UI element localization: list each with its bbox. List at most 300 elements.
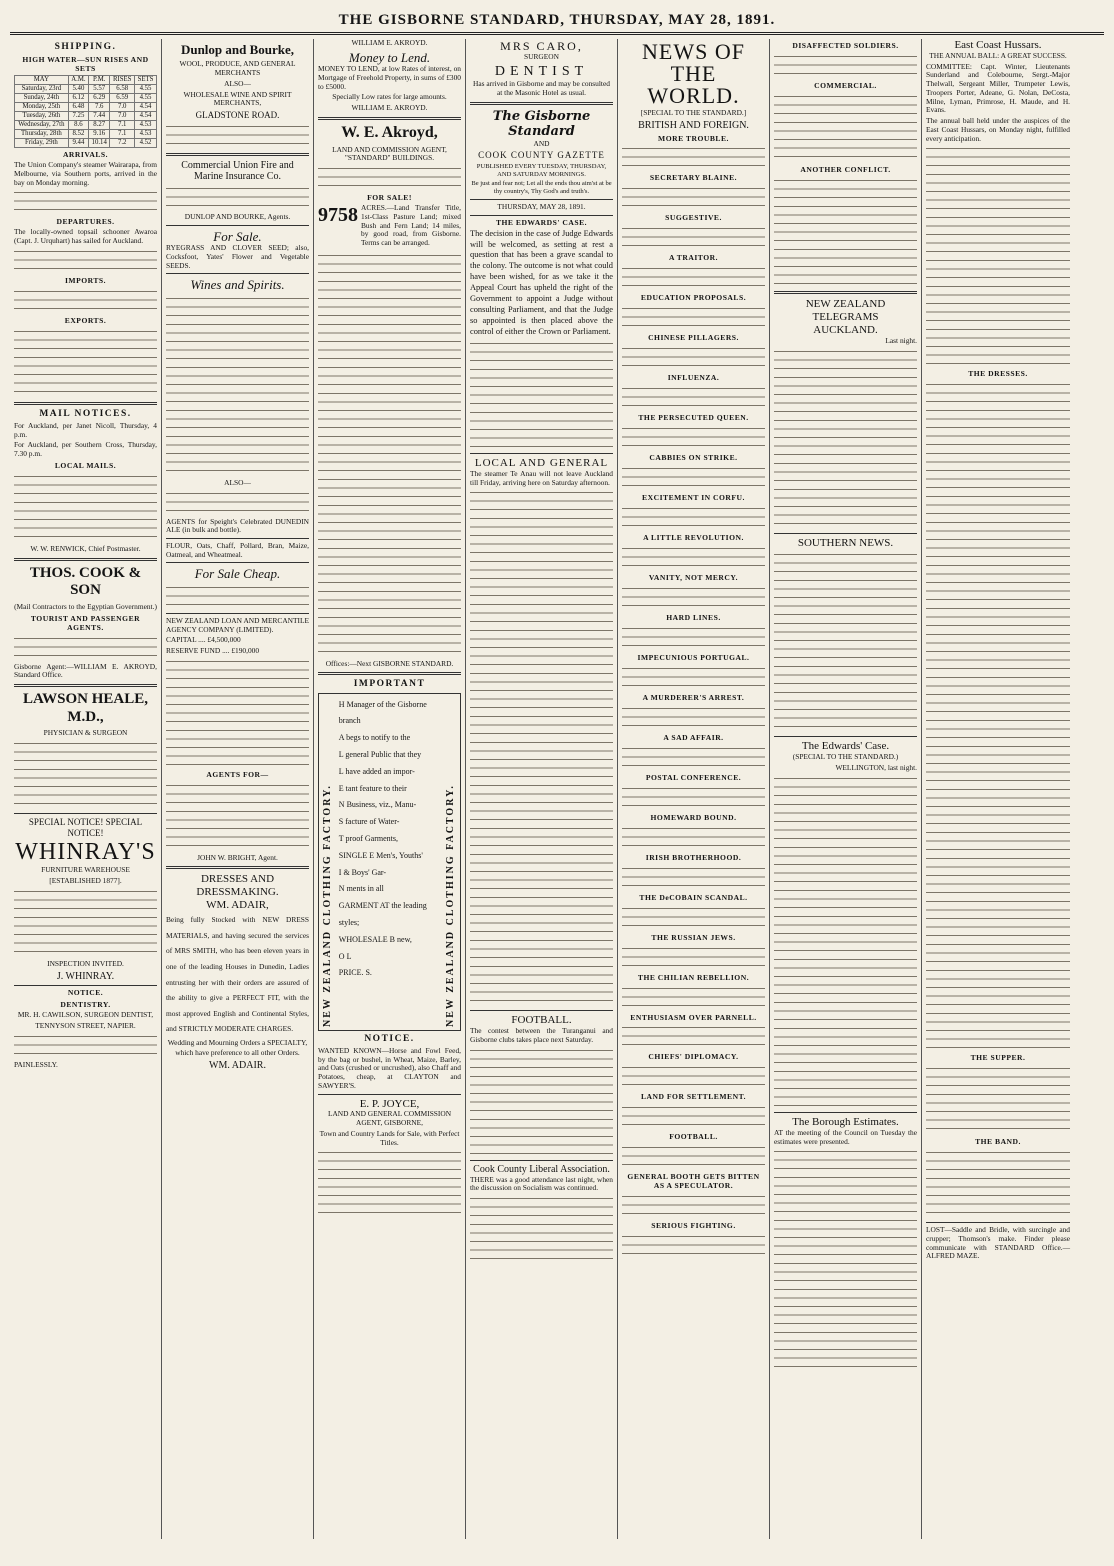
text-lines <box>470 340 613 450</box>
text-lines <box>166 782 309 852</box>
news-heading: VANITY, NOT MERCY. <box>648 573 739 583</box>
divider <box>166 153 309 156</box>
news-heading: CABBIES ON STRIKE. <box>649 453 738 463</box>
tide-cell: 5.57 <box>89 85 110 94</box>
text-lines <box>926 493 1070 603</box>
text-lines <box>926 941 1070 1051</box>
mail-text: For Auckland, per Southern Cross, Thursday, 7.30 p.m. <box>14 440 157 459</box>
tide-cell: 4.54 <box>135 103 157 112</box>
text-lines <box>622 945 765 971</box>
news-heading: THE RUSSIAN JEWS. <box>651 932 736 942</box>
shipping-title: SHIPPING. <box>54 42 117 52</box>
dunlop-also: ALSO— <box>224 78 251 88</box>
text-lines <box>622 145 765 171</box>
clothing-line: N Business, viz., Manu- <box>338 800 417 810</box>
text-lines <box>774 663 917 733</box>
for-sale-heading: For Sale. <box>213 228 262 244</box>
motto: Be just and fear not; Let all the ends thou aim'st at be thy country's, Thy God's and truth's. <box>471 180 612 196</box>
clothing-line: L general Public that they <box>338 750 422 760</box>
divider <box>166 866 309 869</box>
news-heading: DISAFFECTED SOLDIERS. <box>792 41 899 50</box>
text-lines <box>622 785 765 811</box>
divider <box>470 199 613 200</box>
edwards-case-heading: The Edwards' Case. <box>801 740 890 753</box>
text-lines <box>926 257 1070 367</box>
divider <box>14 813 157 814</box>
text-lines <box>14 288 157 314</box>
tide-cell: Friday, 29th <box>15 139 69 148</box>
ryegrass-text: RYEGRASS AND CLOVER SEED; also, Cocksfoot, Yates' Flower and Vegetable SEEDS. <box>166 243 309 270</box>
news-heading: CHIEFS' DIPLOMACY. <box>648 1052 739 1062</box>
text-lines <box>622 545 765 571</box>
tide-header: RISES <box>110 76 135 85</box>
adair-sign: WM. ADAIR. <box>209 1060 266 1072</box>
clothing-line: WHOLESALE B new, <box>338 934 412 944</box>
southern-news-heading: SOUTHERN NEWS. <box>797 536 894 549</box>
tide-cell: Thursday, 28th <box>15 130 69 139</box>
adair-promptly: which have preference to all other Orders. <box>175 1048 300 1058</box>
tide-cell: 7.25 <box>68 112 88 121</box>
tide-header: P.M. <box>89 76 110 85</box>
nz-telegrams-heading: NEW ZEALAND TELEGRAMS <box>805 297 886 323</box>
whinray-est: [ESTABLISHED 1877]. <box>49 876 122 886</box>
column-2 <box>162 39 314 1539</box>
whinray-name: J. WHINRAY. <box>56 970 115 982</box>
news-heading: THE PERSECUTED QUEEN. <box>638 413 749 423</box>
news-heading: GENERAL BOOTH GETS BITTEN AS A SPECULATOR. <box>627 1172 760 1191</box>
tide-cell: Monday, 25th <box>15 103 69 112</box>
text-lines <box>774 1260 917 1370</box>
text-lines <box>622 905 765 931</box>
news-heading: HARD LINES. <box>666 612 721 622</box>
tide-cell: 4.52 <box>135 139 157 148</box>
tide-header: SETS <box>135 76 157 85</box>
divider <box>470 1010 613 1011</box>
money-heading: Money to Lend. <box>348 49 431 65</box>
postmaster: W. W. RENWICK, Chief Postmaster. <box>30 543 141 553</box>
text-lines <box>774 177 917 287</box>
news-heading: A MURDERER'S ARREST. <box>642 692 745 702</box>
divider <box>318 672 461 675</box>
column-1 <box>10 39 162 1539</box>
tide-cell: 10.14 <box>89 139 110 148</box>
divider <box>774 736 917 737</box>
text-lines <box>470 825 613 935</box>
divider <box>14 985 157 986</box>
wanted-text: WANTED KNOWN—Horse and Fowl Feed, by the bag or bushel, in Wheat, Maize, Barley, and Oats (crushed or uncrushed), also Chaff and Potatoes, cheap, at CLAYTON and SAWYER'S. <box>318 1045 461 1090</box>
tide-row <box>15 85 157 94</box>
text-lines <box>14 328 157 398</box>
text-lines <box>166 407 309 477</box>
news-heading: IRISH BROTHERHOOD. <box>645 852 742 862</box>
special-notice: SPECIAL NOTICE! SPECIAL NOTICE! <box>28 817 143 838</box>
text-lines <box>774 93 917 163</box>
text-lines <box>318 364 461 474</box>
text-lines <box>622 425 765 451</box>
reserve: RESERVE FUND .... £190,000 <box>166 646 260 655</box>
tide-row <box>15 103 157 112</box>
text-lines <box>622 1144 765 1170</box>
money-text: MONEY TO LEND, at low Rates of interest, on Mortgage of Freehold Property, in sums of £300 to £5000. <box>318 64 461 91</box>
text-lines <box>470 1047 613 1157</box>
divider <box>14 684 157 687</box>
news-heading: A SAD AFFAIR. <box>663 732 724 742</box>
text-lines <box>622 665 765 691</box>
clothing-line: T proof Garments, <box>338 834 398 844</box>
divider <box>166 538 309 539</box>
tide-cell: 6.12 <box>68 94 88 103</box>
auckland-heading: AUCKLAND. <box>813 323 878 336</box>
text-lines <box>622 385 765 411</box>
joyce-town: Town and Country Lands for Sale, with Perfect Titles. <box>319 1128 460 1147</box>
dresses-heading: THE DRESSES. <box>968 369 1028 379</box>
east-coast-heading: East Coast Hussars. <box>954 39 1042 51</box>
dentistry-heading: DENTISTRY. <box>60 1000 111 1010</box>
news-heading: ANOTHER CONFLICT. <box>800 164 891 174</box>
dentist-name: MR. H. CAWILSON, SURGEON DENTIST, <box>17 1010 154 1020</box>
tide-cell: 7.1 <box>110 121 135 130</box>
agents-for-heading: AGENTS FOR— <box>206 769 269 779</box>
text-lines <box>14 888 157 958</box>
news-heading: EDUCATION PROPOSALS. <box>640 293 747 303</box>
text-lines <box>470 937 613 1007</box>
news-heading: CHINESE PILLAGERS. <box>648 333 739 343</box>
commercial-union-title: Commercial Union Fire and Marine Insurance Co. <box>181 159 294 183</box>
text-lines <box>14 473 157 543</box>
dunlop-street: GLADSTONE ROAD. <box>195 110 280 120</box>
text-lines <box>622 265 765 291</box>
text-lines <box>926 145 1070 255</box>
tide-cell: Tuesday, 26th <box>15 112 69 121</box>
borough-heading: The Borough Estimates. <box>792 1115 899 1128</box>
clothing-factory-advert <box>318 693 461 1031</box>
column-6 <box>770 39 922 1539</box>
text-lines <box>926 717 1070 827</box>
liberal-text: THERE was a good attendance last night, when the discussion on Socialism was continued. <box>470 1174 613 1193</box>
wines-heading: Wines and Spirits. <box>190 277 285 293</box>
column-3 <box>314 39 466 1539</box>
gazette-title: COOK COUNTY GAZETTE <box>478 150 605 161</box>
news-heading: MORE TROUBLE. <box>658 133 729 143</box>
text-lines <box>470 713 613 823</box>
divider <box>470 1160 613 1161</box>
news-heading: SUGGESTIVE. <box>665 213 722 223</box>
tide-cell: 7.0 <box>110 103 135 112</box>
tide-cell: Saturday, 23rd <box>15 85 69 94</box>
dunlop-sub: WOOL, PRODUCE, AND GENERAL MERCHANTS <box>179 59 296 78</box>
text-lines <box>318 1149 461 1219</box>
news-title: NEWS OF THE WORLD. <box>642 39 745 108</box>
departures-text: The locally-owned topsail schooner Awaroa (Capt. J. Urquhart) has sailed for Auckland. <box>14 227 157 246</box>
news-heading: SERIOUS FIGHTING. <box>651 1221 736 1231</box>
text-lines <box>470 601 613 711</box>
text-lines <box>622 625 765 651</box>
text-lines <box>622 745 765 771</box>
tide-row <box>15 94 157 103</box>
for-sale-cheap-heading: For Sale Cheap. <box>194 566 281 582</box>
column-4 <box>466 39 618 1539</box>
divider <box>774 1112 917 1113</box>
news-heading: POSTAL CONFERENCE. <box>645 772 742 782</box>
local-general-heading: LOCAL AND GENERAL <box>474 456 609 469</box>
tide-cell: 6.29 <box>89 94 110 103</box>
text-lines <box>166 295 309 405</box>
news-heading: HOMEWARD BOUND. <box>650 812 737 822</box>
dresses-heading: DRESSES AND DRESSMAKING. <box>196 873 279 899</box>
text-lines <box>622 705 765 731</box>
text-lines <box>14 189 157 215</box>
mail-text: For Auckland, per Janet Nicoll, Thursday, 4 p.m. <box>14 420 157 439</box>
text-lines <box>470 1195 613 1265</box>
clothing-line: SINGLE E Men's, Youths' <box>338 850 423 860</box>
tide-header-row <box>15 76 157 85</box>
dentist-address: TENNYSON STREET, NAPIER. <box>35 1021 136 1030</box>
column-7 <box>922 39 1074 1539</box>
tide-table <box>14 75 157 148</box>
surgeon: SURGEON <box>524 52 559 62</box>
adair-text: Being fully Stocked with NEW DRESS MATERIALS, and having secured the services of MRS SMITH, who has been eleven years in one of the leading Houses in Dunedin, Ladies entrusting her with their orders are assured of the ability to give a PERFECT FIT, with the most approved English and Continental Styles, and STRICTLY MODERATE CHARGES. <box>166 915 309 1034</box>
clothing-line: A begs to notify to the <box>338 733 411 743</box>
tide-header: A.M. <box>68 76 88 85</box>
text-lines <box>622 1233 765 1259</box>
tide-cell: 4.53 <box>135 121 157 130</box>
money-rates: Specially Low rates for large amounts. <box>332 92 447 102</box>
whinray-title: WHINRAY'S <box>15 839 156 866</box>
whinray-sub: FURNITURE WAREHOUSE <box>41 865 130 875</box>
published-line: PUBLISHED EVERY TUESDAY, THURSDAY, AND SATURDAY MORNINGS. <box>476 162 607 178</box>
edwards-case-heading: THE EDWARDS' CASE. <box>495 217 588 227</box>
tide-row <box>15 130 157 139</box>
tide-cell: 7.2 <box>110 139 135 148</box>
text-lines <box>926 1149 1070 1219</box>
tide-heading: HIGH WATER—SUN RISES AND SETS <box>22 55 149 74</box>
text-lines <box>926 829 1070 939</box>
cook-sub: (Mail Contractors to the Egyptian Government.) <box>14 601 157 611</box>
committee: COMMITTEE: Capt. Winter, Lieutenants Sunderland and Colebourne, Sergt.-Major Thelwall, Sergeant Miller, Trumpeter Lewis, Troopers Porter, Adeane, G. Nolan, DeCosta, Milne, Lyman, Primrose, H. Maude, and H. Evans. <box>926 61 1070 115</box>
clothing-line: styles; <box>338 918 360 927</box>
text-lines <box>622 225 765 251</box>
divider <box>166 613 309 614</box>
acres-number: 9758 <box>318 204 358 227</box>
dunlop-wholesale: WHOLESALE WINE AND SPIRIT MERCHANTS, <box>183 89 292 108</box>
tide-cell: 7.0 <box>110 112 135 121</box>
text-lines <box>318 476 461 586</box>
tide-cell: 6.59 <box>110 94 135 103</box>
british-foreign-heading: BRITISH AND FOREIGN. <box>638 119 749 131</box>
football-heading: FOOTBALL. <box>511 1014 572 1027</box>
cook-agents: TOURIST AND PASSENGER AGENTS. <box>30 613 141 632</box>
dunlop-title: Dunlop and Bourke, <box>180 42 295 57</box>
flour-text: FLOUR, Oats, Chaff, Pollard, Bran, Maize, Oatmeal, and Wheatmeal. <box>166 541 309 559</box>
mail-notices-title: MAIL NOTICES. <box>39 408 132 419</box>
text-lines <box>622 1024 765 1050</box>
cook-agent-line: Gisborne Agent:—WILLIAM E. AKROYD, Standard Office. <box>14 661 157 680</box>
news-heading: IMPECUNIOUS PORTUGAL. <box>637 652 750 662</box>
clothing-line: PRICE. S. <box>338 968 372 978</box>
tide-cell: 4.55 <box>135 94 157 103</box>
acres-text: ACRES.—Land Transfer Title, 1st-Class Pasture Land; mixed Bush and Fern Land; 14 miles, by good road, from Gisborne. Terms can be arranged. <box>361 203 461 247</box>
ball-text: The annual ball held under the auspices of the East Coast Hussars, on Monday night, fulfilled every anticipation. <box>926 116 1070 143</box>
tide-cell: 4.53 <box>135 130 157 139</box>
joyce-sub: LAND AND GENERAL COMMISSION AGENT, GISBORNE, <box>327 1109 452 1128</box>
divider <box>470 453 613 454</box>
tide-cell: 8.6 <box>68 121 88 130</box>
offices: Offices:—Next GISBORNE STANDARD. <box>325 658 454 668</box>
notice-heading: NOTICE. <box>67 988 104 998</box>
news-heading: THE CHILIAN REBELLION. <box>637 972 750 982</box>
text-lines <box>622 825 765 851</box>
local-text: The steamer Te Anau will not leave Auckland till Friday, arriving here on Saturday afternoon. <box>470 468 613 487</box>
tide-cell: Sunday, 24th <box>15 94 69 103</box>
annual-ball: THE ANNUAL BALL: A GREAT SUCCESS. <box>929 50 1067 60</box>
dentist-label: DENTIST <box>494 63 589 79</box>
important-heading: IMPORTANT <box>353 679 426 690</box>
tide-row <box>15 139 157 148</box>
nz-loan-title: NEW ZEALAND LOAN AND MERCANTILE AGENCY COMPANY (LIMITED). <box>166 615 309 634</box>
departures-heading: DEPARTURES. <box>56 217 115 227</box>
text-lines <box>166 185 309 211</box>
tide-cell: 6.48 <box>68 103 88 112</box>
text-lines <box>166 584 309 610</box>
clothing-line: O L <box>338 951 352 961</box>
clothing-line: S facture of Water- <box>338 817 400 827</box>
clothing-side-label: NEW ZEALAND CLOTHING FACTORY. <box>322 783 333 1027</box>
text-lines <box>774 999 917 1109</box>
text-lines <box>926 605 1070 715</box>
divider <box>774 291 917 294</box>
text-lines <box>622 465 765 491</box>
tide-cell: 9.16 <box>89 130 110 139</box>
acres-listing <box>318 204 461 250</box>
columns <box>10 39 1104 1539</box>
notice-heading: NOTICE. <box>364 1033 415 1044</box>
wellington: WELLINGTON, last night. <box>835 763 917 773</box>
text-lines <box>774 460 917 530</box>
text-lines <box>926 381 1070 491</box>
text-lines <box>166 123 309 149</box>
text-lines <box>774 348 917 458</box>
news-heading: INFLUENZA. <box>667 373 720 383</box>
tide-cell: 7.6 <box>89 103 110 112</box>
text-lines <box>622 985 765 1011</box>
clothing-line: N ments in all <box>338 884 384 894</box>
text-lines <box>926 1065 1070 1135</box>
tide-cell: 7.1 <box>110 130 135 139</box>
adair-title: WM. ADAIR, <box>206 899 269 912</box>
text-lines <box>622 345 765 371</box>
capital: CAPITAL .... £4,500,000 <box>166 635 241 645</box>
text-lines <box>622 585 765 611</box>
arrivals-heading: ARRIVALS. <box>62 150 109 160</box>
divider <box>318 1094 461 1095</box>
text-lines <box>774 53 917 79</box>
clothing-line: L have added an impor- <box>338 766 415 776</box>
text-lines <box>774 775 917 885</box>
text-lines <box>318 588 461 658</box>
divider <box>926 1222 1070 1223</box>
text-lines <box>622 1104 765 1130</box>
text-lines <box>622 865 765 891</box>
news-heading: A LITTLE REVOLUTION. <box>643 533 744 543</box>
text-lines <box>470 489 613 599</box>
clothing-line: GARMENT AT the leading <box>338 901 427 911</box>
tide-cell: Wednesday, 27th <box>15 121 69 130</box>
text-lines <box>166 490 309 516</box>
text-lines <box>318 252 461 362</box>
lawson-sub: PHYSICIAN & SURGEON <box>43 728 128 738</box>
text-lines <box>774 1148 917 1258</box>
text-lines <box>774 887 917 997</box>
commercial-agents: DUNLOP AND BOURKE, Agents. <box>184 212 291 222</box>
agents-for-ale: AGENTS for Speight's Celebrated DUNEDIN ALE (in bulk and bottle). <box>166 516 309 535</box>
imports-heading: IMPORTS. <box>64 275 107 285</box>
tide-row <box>15 112 157 121</box>
news-heading: LAND FOR SETTLEMENT. <box>640 1092 746 1102</box>
text-lines <box>14 740 157 810</box>
text-lines <box>14 1033 157 1059</box>
divider <box>470 102 613 105</box>
divider <box>318 117 461 120</box>
divider <box>774 533 917 534</box>
text-lines <box>318 165 461 191</box>
text-lines <box>622 305 765 331</box>
column-5 <box>618 39 770 1539</box>
divider <box>14 558 157 561</box>
text-lines <box>14 635 157 661</box>
tide-header: MAY <box>15 76 69 85</box>
divider <box>166 562 309 563</box>
tide-cell: 8.27 <box>89 121 110 130</box>
tide-cell: 5.40 <box>68 85 88 94</box>
tide-cell: 9.44 <box>68 139 88 148</box>
text-lines <box>622 1193 765 1219</box>
text-lines <box>774 551 917 661</box>
tide-cell: 4.55 <box>135 85 157 94</box>
cook-title: THOS. COOK & SON <box>29 564 142 599</box>
masthead: THE GISBORNE STANDARD, THURSDAY, MAY 28, 1891. <box>10 8 1104 35</box>
clothing-line: H Manager of the Gisborne branch <box>338 699 427 726</box>
news-heading: A TRAITOR. <box>668 253 719 263</box>
divider <box>14 402 157 405</box>
local-mails-heading: LOCAL MAILS. <box>54 460 117 470</box>
paper-title: The Gisborne Standard <box>492 108 591 140</box>
tide-cell: 4.54 <box>135 112 157 121</box>
newspaper-page <box>10 8 1104 1548</box>
football-text: The contest between the Turanganui and Gisborne clubs takes place next Saturday. <box>470 1026 613 1044</box>
text-lines <box>622 185 765 211</box>
news-heading: FOOTBALL. <box>669 1132 718 1142</box>
band-heading: THE BAND. <box>975 1137 1021 1147</box>
text-lines <box>166 658 309 768</box>
liberal-heading: Cook County Liberal Association. <box>473 1163 610 1175</box>
divider <box>470 215 613 216</box>
clothing-line: E tant feature to their <box>338 783 407 793</box>
for-sale-heading: FOR SALE! <box>367 193 412 203</box>
tide-cell: 7.44 <box>89 112 110 121</box>
text-lines <box>622 505 765 531</box>
we-akroyd-title: W. E. Akroyd, <box>341 123 438 141</box>
clothing-line: I & Boys' Gar- <box>338 867 387 877</box>
joyce-title: E. P. JOYCE, <box>359 1097 420 1110</box>
borough-text: AT the meeting of the Council on Tuesday the estimates were presented. <box>774 1127 917 1146</box>
special-to-standard: [SPECIAL TO THE STANDARD.] <box>640 108 747 117</box>
news-heading: EXCITEMENT IN CORFU. <box>642 493 745 503</box>
text-lines <box>622 1064 765 1090</box>
exports-heading: EXPORTS. <box>64 315 107 325</box>
caro-text: Has arrived in Gisborne and may be consulted at the Masonic Hotel as usual. <box>473 79 610 98</box>
adair-mourning: Wedding and Mourning Orders a SPECIALTY, <box>167 1037 308 1047</box>
news-heading: SECRETARY BLAINE. <box>649 173 738 183</box>
